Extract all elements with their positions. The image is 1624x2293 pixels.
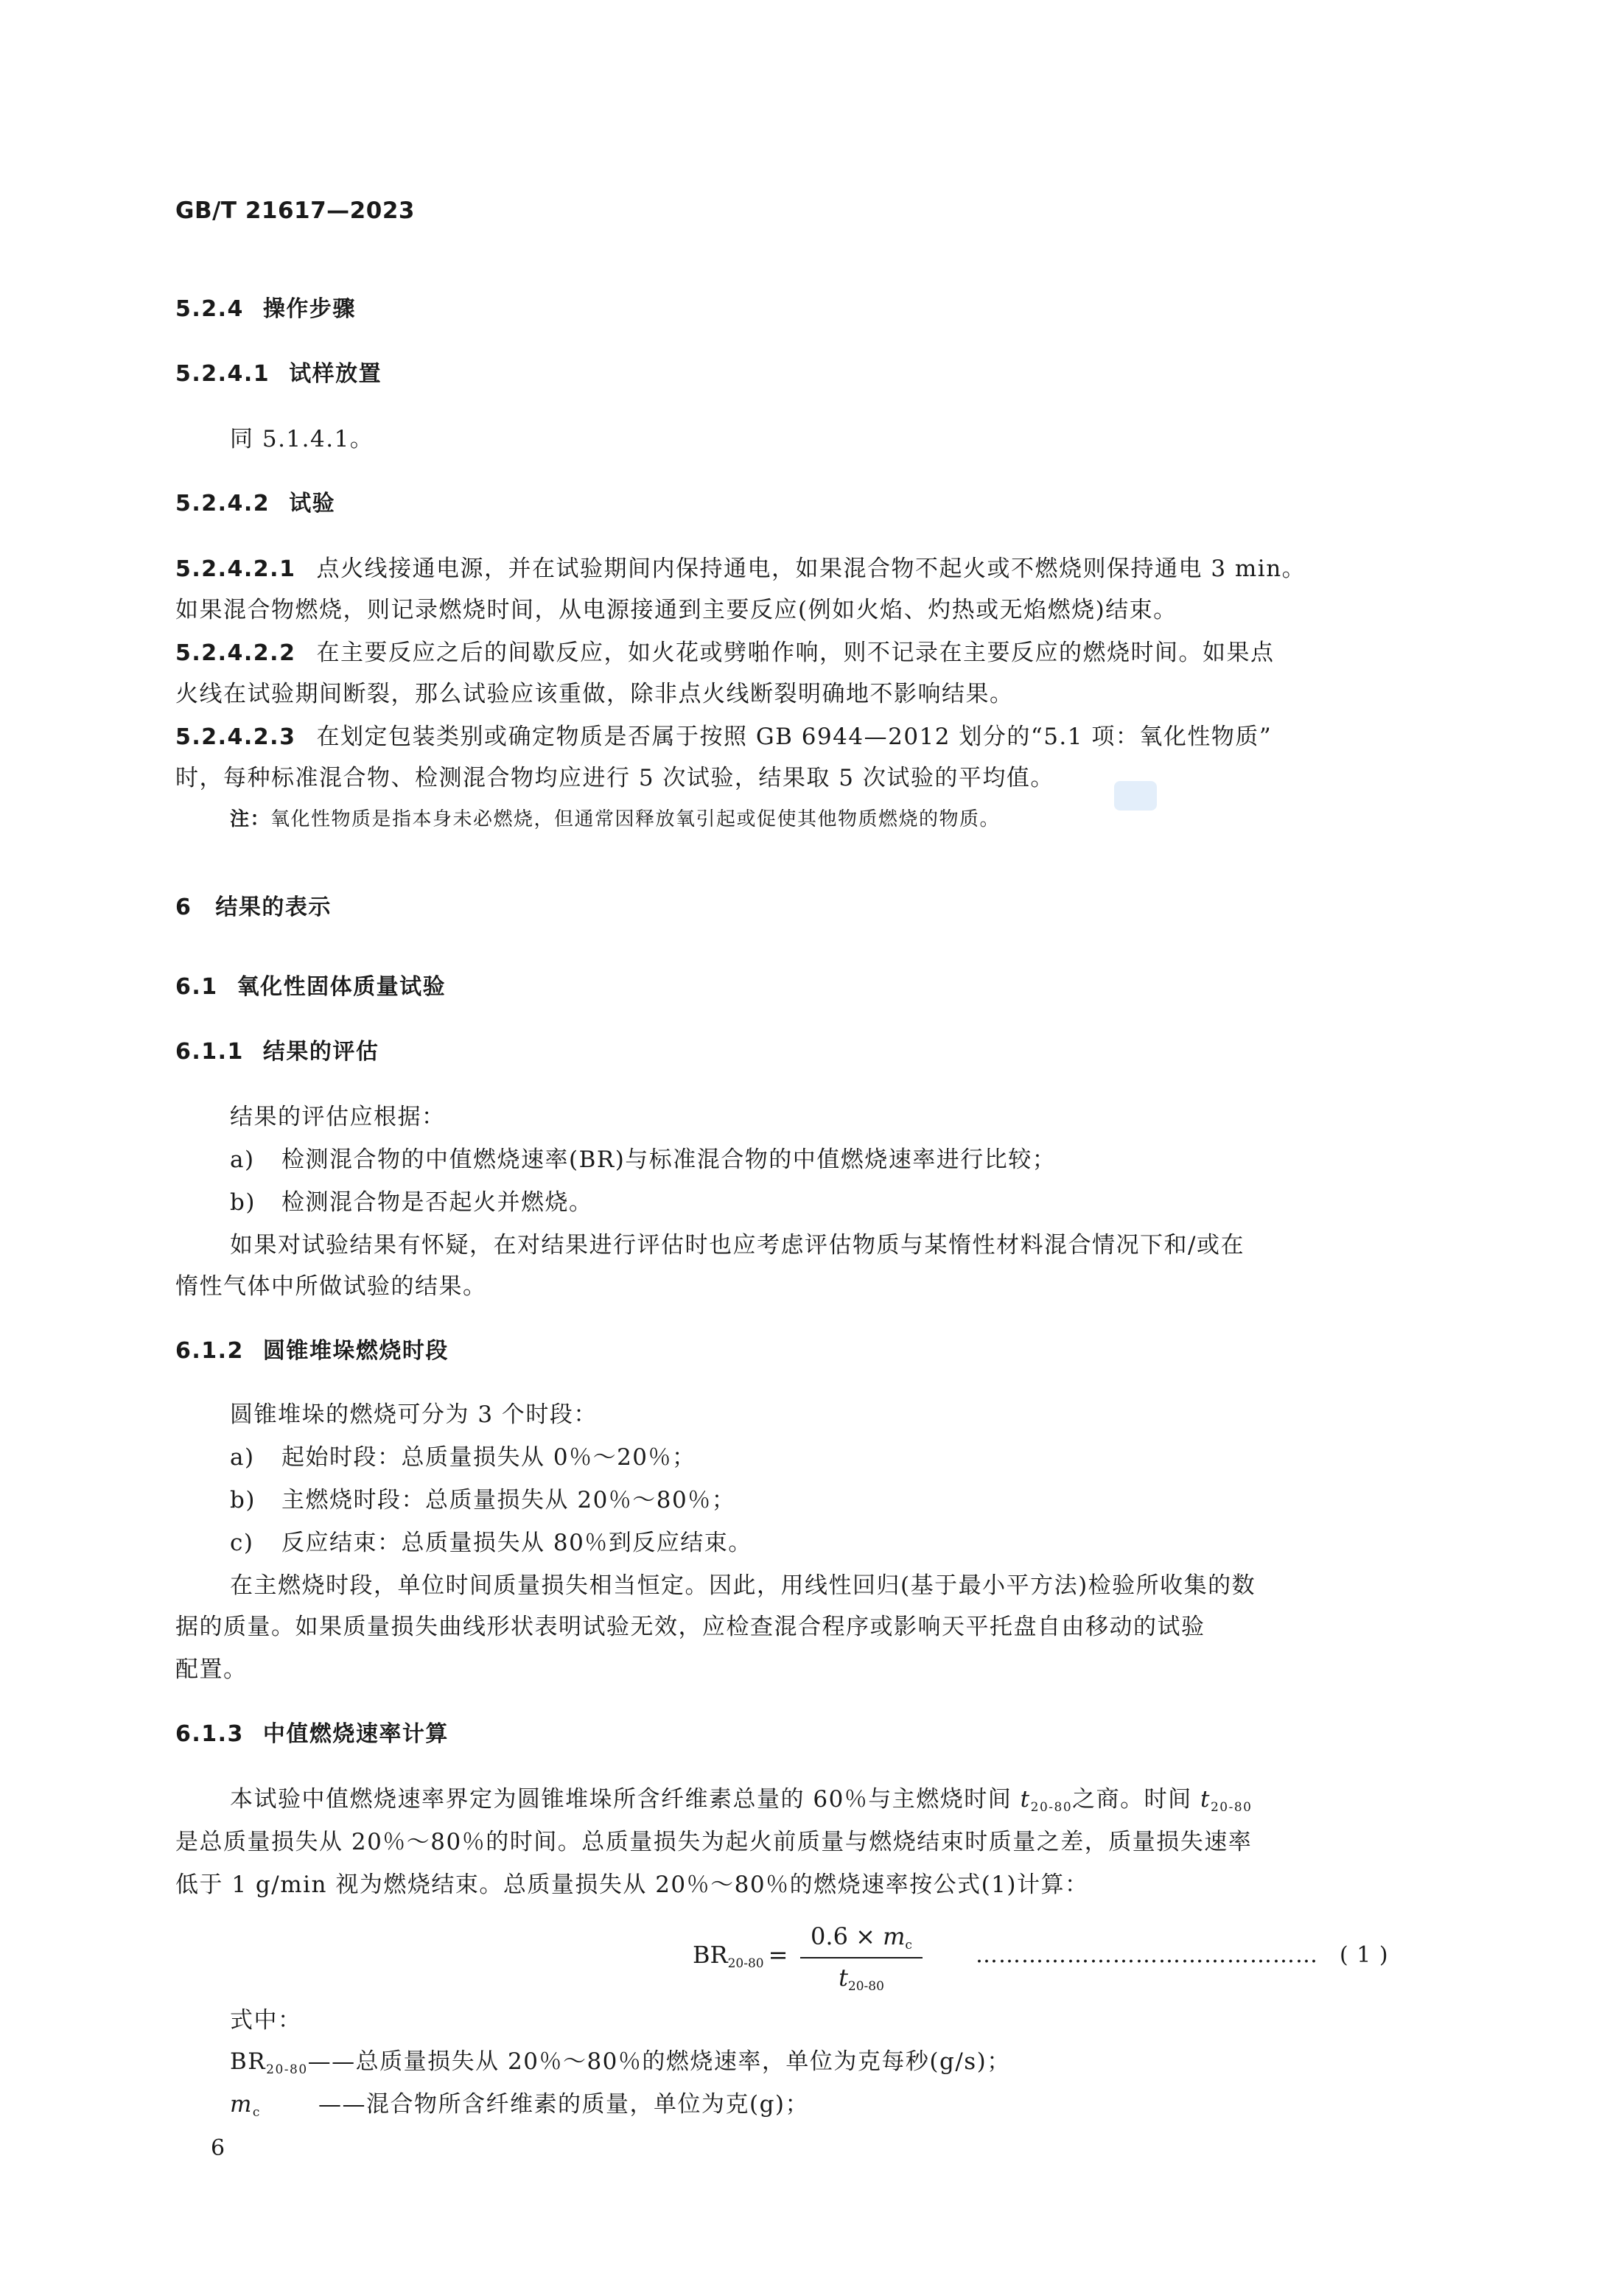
definition-row: [230, 2088, 809, 2121]
paragraph-5-2-4-2-1-line1: [175, 553, 1306, 586]
heading-6-1-2: [175, 1335, 449, 1368]
page-number: 6: [211, 2135, 226, 2161]
definition-symbol: [230, 2088, 318, 2121]
heading-5-2-4-1: [175, 358, 382, 391]
paragraph-6-1-3-line2: 是总质量损失从 20％～80％的时间。总质量损失为起火前质量与燃烧结束时质量之差，质量损失速率: [175, 1829, 1253, 1855]
heading-5-2-4-2: [175, 488, 335, 520]
heading-number: 6.1.1: [175, 1039, 244, 1065]
text-run: 本试验中值燃烧速率界定为圆锥堆垛所含纤维素总量的 60％与主燃烧时间: [230, 1786, 1021, 1813]
formula-number: ( 1 ): [1340, 1942, 1389, 1968]
list-item-text: 起始时段：总质量损失从 0％～20％；: [281, 1444, 696, 1471]
definition-text: ——混合物所含纤维素的质量，单位为克(g)；: [318, 2091, 810, 2118]
denominator-subscript: 20-80: [847, 1979, 884, 1994]
list-item-label: b): [230, 1487, 256, 1513]
paragraph-5-2-4-2-1-line2: 如果混合物燃烧，则记录燃烧时间，从电源接通到主要反应(例如火焰、灼热或无焰燃烧)结束。: [175, 597, 1177, 623]
heading-title: 圆锥堆垛燃烧时段: [262, 1338, 449, 1364]
denominator-var: t: [839, 1964, 848, 1992]
definition-row: [230, 2045, 1011, 2078]
time-symbol: t: [1200, 1786, 1211, 1813]
note: [230, 806, 1000, 833]
numerator-var: m: [883, 1922, 906, 1950]
numerator-var-subscript: c: [905, 1938, 912, 1953]
heading-number: 5.2.4: [175, 296, 244, 322]
heading-number: 6.1.2: [175, 1338, 244, 1364]
heading-title: 氧化性固体质量试验: [237, 974, 447, 1000]
heading-6: [175, 892, 332, 924]
heading-title: 结果的表示: [215, 895, 332, 920]
paragraph-6-1-2-line3: 配置。: [175, 1656, 248, 1683]
heading-title: 试样放置: [289, 361, 382, 387]
list-item-label: a): [230, 1444, 255, 1471]
clause-number: 5.2.4.2.1: [175, 556, 296, 582]
formula-fraction: [800, 1920, 923, 2000]
symbol-subscript: 20-80: [266, 2062, 308, 2077]
paragraph-5-2-4-2-2-line2: 火线在试验期间断裂，那么试验应该重做，除非点火线断裂明确地不影响结果。: [175, 681, 1014, 707]
time-symbol: t: [1020, 1786, 1031, 1813]
paragraph-5-2-4-2-2-line1: [175, 637, 1274, 670]
symbol-text: BR: [230, 2048, 267, 2075]
paragraph-6-1-2-line1: 在主燃烧时段，单位时间质量损失相当恒定。因此，用线性回归(基于最小平方法)检验所收集的数: [230, 1572, 1256, 1599]
list-item: [230, 1144, 1056, 1176]
clause-number: 5.2.4.2.3: [175, 724, 296, 750]
clause-number: 5.2.4.2.2: [175, 640, 296, 666]
clause-text: 在划定包装类别或确定物质是否属于按照 GB 6944—2012 划分的“5.1 项：氧化性物质”: [316, 724, 1273, 750]
symbol-text: m: [230, 2091, 253, 2118]
clause-text: 点火线接通电源，并在试验期间内保持通电，如果混合物不起火或不燃烧则保持通电 3 min。: [316, 556, 1306, 582]
list-item-text: 主燃烧时段：总质量损失从 20％～80％；: [281, 1487, 736, 1513]
text-run: 之商。时间: [1072, 1786, 1200, 1813]
heading-number: 5.2.4.2: [175, 491, 270, 517]
list-item: [230, 1527, 752, 1559]
list-item-label: b): [230, 1189, 256, 1216]
fraction-bar: [800, 1957, 923, 1958]
note-text: 氧化性物质是指本身未必燃烧，但通常因释放氧引起或促使其他物质燃烧的物质。: [270, 808, 1001, 830]
formula-numerator: [800, 1920, 923, 1953]
heading-number: 6.1.3: [175, 1721, 244, 1747]
formula-lhs-symbol: BR: [693, 1941, 728, 1969]
symbol-subscript: c: [252, 2105, 261, 2120]
list-item: [230, 1441, 696, 1474]
list-item-text: 反应结束：总质量损失从 80％到反应结束。: [281, 1530, 752, 1556]
heading-6-1: [175, 971, 446, 1004]
time-subscript: 20-80: [1030, 1800, 1073, 1815]
formula-equals: =: [768, 1941, 788, 1969]
paragraph-6-1-1-line1: 如果对试验结果有怀疑，在对结果进行评估时也应考虑评估物质与某惰性材料混合情况下和/或在: [230, 1232, 1245, 1258]
heading-6-1-1: [175, 1036, 379, 1068]
paragraph-6-1-3-line3: 低于 1 g/min 视为燃烧结束。总质量损失从 20％～80％的燃烧速率按公式(1)计算：: [175, 1872, 1089, 1898]
heading-number: 6.1: [175, 974, 218, 1000]
heading-title: 操作步骤: [262, 296, 356, 322]
paragraph-6-1-3-line1: [230, 1783, 1252, 1816]
list-item: [230, 1186, 593, 1219]
heading-5-2-4: [175, 293, 356, 326]
heading-number: 6: [175, 895, 192, 920]
heading-number: 5.2.4.1: [175, 361, 270, 387]
paragraph-5-2-4-1: 同 5.1.4.1。: [230, 426, 374, 452]
where-label: 式中：: [230, 2007, 302, 2034]
list-item: [230, 1484, 735, 1516]
note-label: 注：: [230, 808, 271, 830]
intro-6-1-1: 结果的评估应根据：: [230, 1104, 446, 1130]
formula-1: [693, 1920, 1444, 2001]
list-item-text: 检测混合物的中值燃烧速率(BR)与标准混合物的中值燃烧速率进行比较；: [281, 1146, 1057, 1173]
heading-6-1-3: [175, 1718, 449, 1751]
document-id: GB/T 21617—2023: [175, 197, 415, 224]
time-subscript: 20-80: [1210, 1800, 1253, 1815]
list-item-text: 检测混合物是否起火并燃烧。: [281, 1189, 593, 1216]
formula-denominator: [800, 1961, 923, 1994]
clause-text: 在主要反应之后的间歇反应，如火花或劈啪作响，则不记录在主要反应的燃烧时间。如果点: [316, 640, 1275, 666]
paragraph-5-2-4-2-3-line1: [175, 721, 1272, 754]
paragraph-6-1-1-line2: 惰性气体中所做试验的结果。: [175, 1273, 487, 1300]
formula-lhs-subscript: 20-80: [727, 1956, 764, 1971]
list-item-label: c): [230, 1530, 254, 1556]
intro-6-1-2: 圆锥堆垛的燃烧可分为 3 个时段：: [230, 1401, 598, 1428]
definition-text: ——总质量损失从 20％～80％的燃烧速率，单位为克每秒(g/s)；: [307, 2048, 1011, 2075]
formula-lhs: [693, 1941, 788, 1969]
paragraph-5-2-4-2-3-line2: 时，每种标准混合物、检测混合物均应进行 5 次试验，结果取 5 次试验的平均值。: [175, 765, 1054, 791]
paragraph-6-1-2-line2: 据的质量。如果质量损失曲线形状表明试验无效，应检查混合程序或影响天平托盘自由移动的试验: [175, 1614, 1205, 1640]
formula-leader-dots: ………………………………………: [976, 1942, 1318, 1968]
definition-symbol: [230, 2048, 308, 2075]
heading-title: 试验: [289, 491, 336, 517]
numerator-coefficient: 0.6 ×: [811, 1922, 883, 1950]
heading-title: 结果的评估: [262, 1039, 379, 1065]
watermark-mark: [1114, 781, 1157, 811]
heading-title: 中值燃烧速率计算: [262, 1721, 449, 1747]
list-item-label: a): [230, 1146, 255, 1173]
